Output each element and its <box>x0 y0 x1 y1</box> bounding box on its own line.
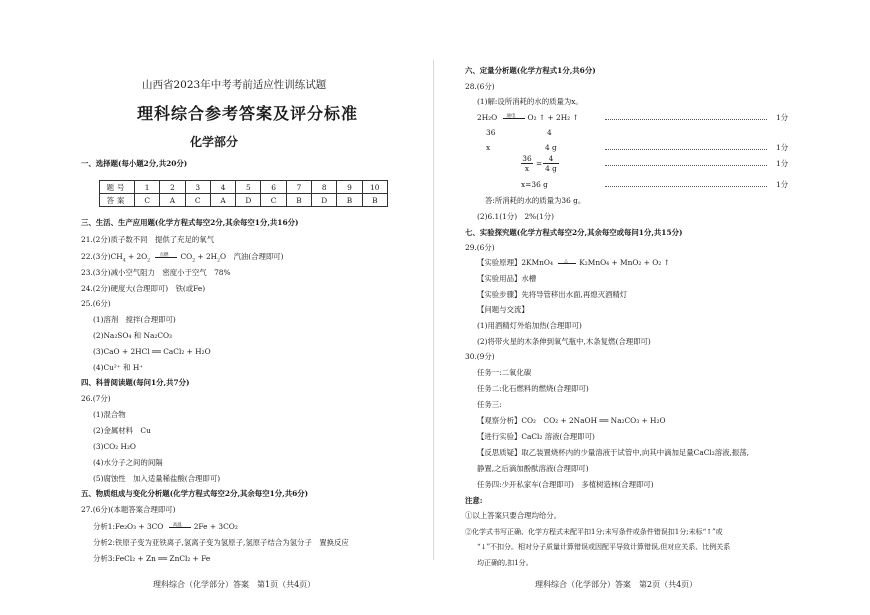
table-cell: C <box>185 194 210 207</box>
answer-30-observe: 【观察分析】CO₂ CO₂ + 2NaOH ══ Na₂CO₃ + H₂O <box>477 416 666 425</box>
answer-25: 25.(6分) <box>81 299 111 308</box>
note-2: ②化学式书写正确、化学方程式未配平扣1分;未写条件或条件错误扣1分;未标“↑”或 <box>465 528 723 536</box>
table-cell: A <box>160 194 185 207</box>
answer-30-task1: 任务一:二氧化碳 <box>477 368 532 377</box>
answer-21: 21.(2分)质子数不同 提供了充足的氧气 <box>81 235 215 244</box>
dotted-leader <box>605 119 767 120</box>
answer-29-discussion: 【问题与交流】 <box>477 305 529 314</box>
section-3-heading: 三、生活、生产应用题(化学方程式每空2分,其余每空1分,共16分) <box>81 218 299 227</box>
mass-36: 36 <box>486 128 496 137</box>
answer-28-2: (2)6.1(1分) 2%(1分) <box>477 212 555 221</box>
answer-28: 28.(6分) <box>465 82 495 91</box>
answer-30-reflect-cont: 静置,之后滴加酚酞溶液(合理即可) <box>477 464 589 473</box>
section-title: 化学部分 <box>190 135 239 149</box>
answer-25-2: (2)Na₂SO₄ 和 Na₂CO₃ <box>93 331 172 340</box>
table-cell: B <box>337 194 362 207</box>
answer-table <box>99 180 388 207</box>
answer-25-1: (1)溶剂 搅拌(合理即可) <box>93 315 176 324</box>
section-5-heading: 五、物质组成与变化分析题(化学方程式每空2分,其余每空1分,共6分) <box>81 489 309 498</box>
table-cell: C <box>261 194 286 207</box>
answer-30-task4: 任务四:少开私家车(合理即可) 多植树造林(合理即可) <box>477 480 654 489</box>
answer-27: 27.(6分)(本题答案合理即可) <box>81 505 176 514</box>
exam-title: 山西省2023年中考考前适应性训练试题 <box>142 79 327 91</box>
answer-30-reflect: 【反思质疑】取乙装置烧杯内的少量溶液于试管中,向其中滴加足量CaCl₂溶液,振荡, <box>477 448 749 457</box>
table-header-cell: 答案 <box>100 194 135 207</box>
table-cell: 4 <box>210 181 235 194</box>
table-cell: C <box>135 194 160 207</box>
answer-30-experiment: 【进行实验】CaCl₂ 溶液(合理即可) <box>477 432 595 441</box>
table-header-cell: 题号 <box>100 181 135 194</box>
table-cell: D <box>312 194 337 207</box>
reaction-arrow: 点燃 <box>155 257 177 258</box>
section-7-heading: 七、实验探究题(化学方程式每空2分,其余每空或每问1分,共15分) <box>465 228 683 237</box>
score-label: 1分 <box>776 180 789 189</box>
table-cell: 5 <box>236 181 261 194</box>
answer-29-d2: (2)将带火星的木条伸到氧气瓶中,木条复燃(合理即可) <box>477 337 651 346</box>
equation-line: 2H₂O 通电 O₂ ↑ + 2H₂ ↑ <box>477 113 579 122</box>
answer-27-analysis-3: 分析3:FeCl₂ + Zn ══ ZnCl₂ + Fe <box>93 554 211 563</box>
answer-25-4: (4)Cu²⁺ 和 H⁺ <box>93 363 144 372</box>
reaction-arrow: 通电 <box>503 118 525 119</box>
notes-heading: 注意: <box>465 496 483 505</box>
answer-26-4: (4)水分子之间的间隔 <box>93 458 163 467</box>
table-row <box>100 181 388 194</box>
answer-29-steps: 【实验步骤】先将导管移出水面,再熄灭酒精灯 <box>477 290 628 299</box>
mass-x: x <box>486 143 491 152</box>
page-footer: 理科综合（化学部分）答案 第2页（共4页） <box>535 580 698 589</box>
answer-29-materials: 【实验用品】水槽 <box>477 274 537 283</box>
table-cell: A <box>210 194 235 207</box>
answer-26: 26.(7分) <box>81 394 111 403</box>
equals-sign: = <box>536 159 543 168</box>
dotted-leader <box>605 149 767 150</box>
answer-27-analysis-2: 分析2:铁原子变为亚铁离子,氢离子变为氢原子,氢原子结合为氢分子 置换反应 <box>93 538 349 547</box>
answer-25-3: (3)CaO + 2HCl ══ CaCl₂ + H₂O <box>93 347 211 356</box>
dotted-leader <box>605 165 767 166</box>
answer-28-1: (1)解:设所消耗的水的质量为x。 <box>477 97 583 106</box>
table-cell: 6 <box>261 181 286 194</box>
table-cell: 2 <box>160 181 185 194</box>
document-title: 理科综合参考答案及评分标准 <box>137 104 359 123</box>
table-cell: 3 <box>185 181 210 194</box>
section-6-heading: 六、定量分析题(化学方程式1分,共6分) <box>465 66 596 75</box>
table-cell: 1 <box>135 181 160 194</box>
fraction-left: 36 x <box>522 154 532 173</box>
table-cell: 9 <box>337 181 362 194</box>
answer-29-principle: 【实验原理】2KMnO₄ △ K₂MnO₄ + MnO₂ + O₂ ↑ <box>477 258 670 267</box>
answer-30: 30.(9分) <box>465 352 495 361</box>
fraction-right: 4 4 g <box>543 154 559 173</box>
note-2-end: 均正确的,扣1分。 <box>477 559 533 567</box>
reaction-arrow: △ <box>558 263 576 264</box>
answer-22: 22.(3分)$CH_4 + 2O_2$ 点燃 $CO_2 + 2H_2O$ 汽油(合理即可) <box>81 252 284 264</box>
result-x: x=36 g <box>521 180 548 189</box>
answer-statement: 答:所消耗的水的质量为36 g。 <box>485 196 586 205</box>
answer-30-task2: 任务二:化石燃料的燃烧(合理即可) <box>477 384 589 393</box>
table-cell: B <box>362 194 387 207</box>
table-cell: 8 <box>312 181 337 194</box>
section-1-heading: 一、选择题(每小题2分,共20分) <box>81 159 188 168</box>
answer-page-2 <box>435 0 870 615</box>
answer-27-analysis-1: 分析1:Fe₂O₃ + 3CO 高温 2Fe + 3CO₂ <box>93 522 238 531</box>
mass-4g: 4 g <box>545 143 557 152</box>
answer-26-5: (5)腐蚀性 加入适量稀盐酸(合理即可) <box>93 474 221 483</box>
table-cell: 10 <box>362 181 387 194</box>
mass-4: 4 <box>547 128 552 137</box>
table-row <box>100 194 388 207</box>
score-label: 1分 <box>776 113 789 122</box>
table-cell: D <box>236 194 261 207</box>
note-2-cont: “↓”不扣分。相对分子质量计算错误或因配平导致计算错误,但对应关系、比例关系 <box>477 543 731 551</box>
answer-30-task3: 任务三: <box>477 400 502 409</box>
score-label: 1分 <box>776 159 789 168</box>
answer-26-1: (1)混合物 <box>93 410 126 419</box>
answer-29-d1: (1)用酒精灯外焰加热(合理即可) <box>477 321 582 330</box>
answer-26-3: (3)CO₂ H₂O <box>93 442 136 451</box>
answer-29: 29.(6分) <box>465 243 495 252</box>
answer-24: 24.(2分)硬度大(合理即可) 铁(或Fe) <box>81 284 206 293</box>
table-cell: B <box>286 194 311 207</box>
note-1: ①以上答案只要合理均给分。 <box>465 511 562 520</box>
table-cell: 7 <box>286 181 311 194</box>
dotted-leader <box>605 186 767 187</box>
page-footer: 理科综合（化学部分）答案 第1页（共4页） <box>153 580 316 589</box>
score-label: 1分 <box>776 143 789 152</box>
answer-23: 23.(3分)减小空气阻力 密度小于空气 78% <box>81 268 231 277</box>
reaction-arrow: 高温 <box>169 527 191 528</box>
section-4-heading: 四、科普阅读题(每问1分,共7分) <box>81 378 190 387</box>
answer-26-2: (2)金属材料 Cu <box>93 426 151 435</box>
